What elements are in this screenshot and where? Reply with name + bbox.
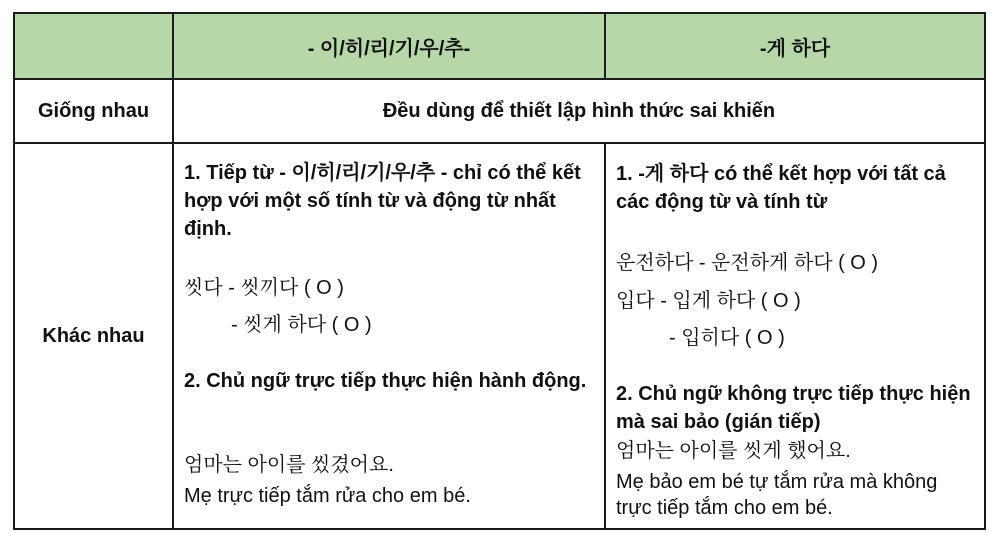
- difference-left-cell: [174, 144, 606, 528]
- right-example-5: Mẹ bảo em bé tự tắm rửa mà không trực tiếp tắm cho em bé.: [616, 471, 938, 519]
- right-point-1: 1. -게 하다 có thể kết hợp với tất cả các động từ và tính từ: [616, 163, 946, 213]
- left-example-1: 씻다 - 씻끼다 ( O ): [184, 277, 344, 299]
- left-example-3: 엄마는 아이를 씼겼어요.: [184, 454, 394, 476]
- header-empty-cell: [15, 14, 174, 78]
- difference-row: [15, 144, 984, 528]
- header-col-ge-hada: -게 하다: [759, 37, 831, 60]
- right-example-1: 운전하다 - 운전하게 하다 ( O ): [616, 252, 879, 274]
- similarity-label: Giống nhau: [15, 80, 174, 142]
- similarity-row: [15, 80, 984, 144]
- right-example-2: 입다 - 입게 하다 ( O ): [616, 290, 801, 312]
- left-example-2: - 씻게 하다 ( O ): [231, 314, 372, 336]
- left-point-2: 2. Chủ ngữ trực tiếp thực hiện hành động.: [184, 370, 587, 392]
- difference-right-cell: [606, 144, 984, 528]
- right-point-2: 2. Chủ ngữ không trực tiếp thực hiện mà sai bảo (gián tiếp): [616, 383, 971, 433]
- header-row: [15, 14, 984, 80]
- left-point-1: 1. Tiếp từ - 이/히/리/기/우/추 - chỉ có thể kết hợp với một số tính từ và động từ nhất định.: [184, 162, 581, 240]
- header-col-causative-suffix: - 이/히/리/기/우/추-: [174, 14, 606, 78]
- similarity-text: Đều dùng để thiết lập hình thức sai khiến: [382, 99, 776, 122]
- right-example-3: - 입히다 ( O ): [669, 327, 785, 349]
- right-example-4: 엄마는 아이를 씻게 했어요.: [616, 440, 851, 462]
- left-example-4: Mẹ trực tiếp tắm rửa cho em bé.: [184, 485, 471, 507]
- difference-label: Khác nhau: [15, 144, 174, 528]
- comparison-table: [13, 12, 986, 530]
